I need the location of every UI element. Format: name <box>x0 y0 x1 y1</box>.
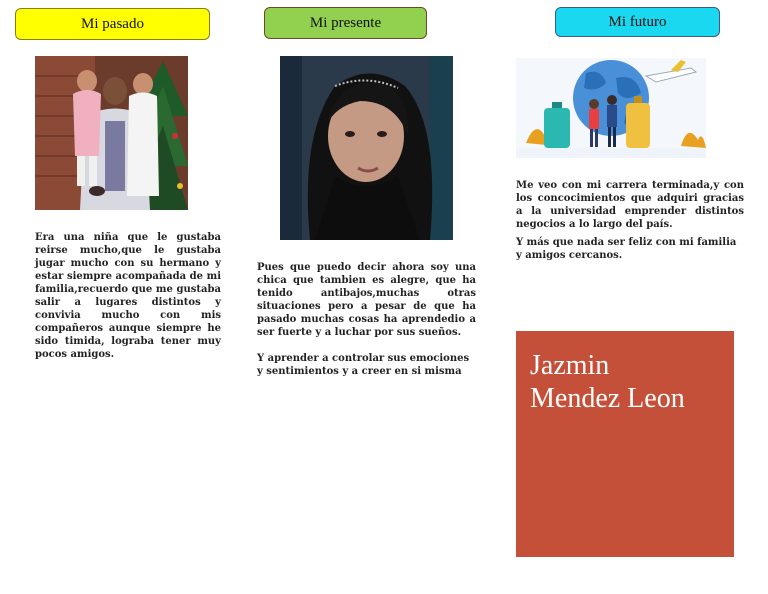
author-last-name: Mendez Leon <box>530 383 685 414</box>
heading-mi-futuro-label: Mi futuro <box>608 13 667 30</box>
presente-paragraph-1: Pues que puedo decir ahora soy una chica que tambien es alegre, que ha tenido antibajos,muchas otras situaciones pero a pesar de que ha pasado muchas cosas ha aprendedio a ser fuerte y a luchar por sus sueños. <box>257 262 476 338</box>
portrait-photo-image <box>280 56 453 240</box>
presente-paragraph-2: Y aprender a controlar sus emociones y sentimientos y a creer en si misma <box>257 353 470 377</box>
futuro-paragraph-1: Me veo con mi carrera terminada,y con los concocimientos que adquiri gracias a la universidad emprender distintos negocios a lo largo del país. <box>516 180 744 230</box>
heading-mi-presente <box>264 7 427 39</box>
portrait-photo <box>280 56 453 240</box>
futuro-paragraph-2: Y más que nada ser feliz con mi familia y amigos cercanos. <box>516 237 737 261</box>
heading-mi-pasado-label: Mi pasado <box>81 15 144 32</box>
author-name-box <box>516 331 734 557</box>
travel-illustration <box>516 58 706 158</box>
family-photo-image <box>35 56 188 210</box>
author-first-name: Jazmin <box>530 350 610 381</box>
heading-mi-presente-label: Mi presente <box>309 14 382 31</box>
travel-illustration-image <box>516 58 706 158</box>
heading-mi-pasado <box>15 8 210 40</box>
heading-mi-futuro <box>555 7 720 37</box>
pasado-paragraph: Era una niña que le gustaba reirse mucho,que le gustaba jugar mucho con su hermano y estar siempre acompañada de mi familia,recuerdo que me gustaba salir a lugares distintos y convivia mucho con mis compañeros aunque siempre he sido timida, lograba tener muy pocos amigos. <box>35 232 221 360</box>
family-photo <box>35 56 188 210</box>
